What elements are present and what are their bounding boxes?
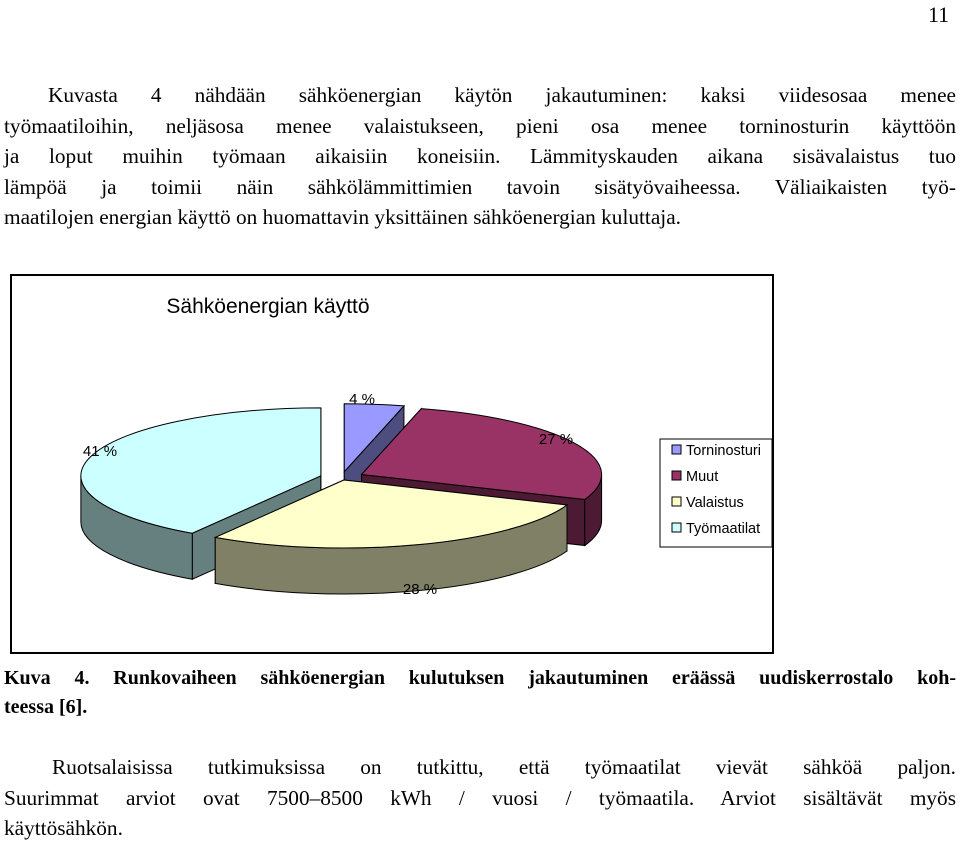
intro-paragraph [4, 80, 956, 233]
paragraph-line: Kuvasta 4 nähdään sähköenergian käytön jakautuminen: kaksi viidesosaa menee [48, 83, 956, 107]
caption-line: Kuva 4. Runkovaiheen sähköenergian kulutuksen jakautuminen eräässä uudiskerrostalo koh- [4, 667, 956, 689]
paragraph-line: Suurimmat arviot ovat 7500–8500 kWh / vuosi / työmaatila. Arviot sisältävät myös [4, 785, 956, 810]
paragraph-line: Ruotsalaisissa tutkimuksissa on tutkittu, että työmaatilat vievät sähköä paljon. [52, 755, 956, 779]
legend-entry: Muut [686, 469, 719, 485]
page-number: 11 [928, 2, 950, 27]
legend-entry: Työmaatilat [686, 521, 761, 537]
chart-title: Sähköenergian käyttö [166, 295, 370, 318]
paragraph-line: maatilojen energian käyttö on huomattavin yksittäinen sähköenergian kuluttaja. [4, 205, 681, 230]
paragraph-line: lämpöä ja toimii näin sähkölämmittimien tavoin sisätyövaiheessa. Väliaikaisten työ- [4, 174, 956, 199]
data-label: 27 % [538, 431, 574, 448]
caption-line: teessa [6]. [4, 696, 88, 718]
legend-swatch [672, 445, 681, 454]
legend-swatch [672, 471, 681, 480]
paragraph-line: työmaatiloihin, neljäsosa menee valaistukseen, pieni osa menee torninosturin käyttöön [4, 113, 956, 138]
chart-frame [10, 274, 774, 654]
legend-entry: Torninosturi [686, 443, 761, 459]
legend-swatch [672, 497, 681, 506]
chart-legend [660, 439, 772, 547]
data-label: 4 % [349, 391, 375, 408]
figure-caption [4, 664, 956, 722]
pie-chart [12, 276, 772, 652]
closing-paragraph [4, 752, 956, 844]
legend-entry: Valaistus [686, 495, 744, 511]
data-label: 28 % [402, 581, 438, 598]
data-label: 41 % [82, 443, 118, 460]
legend-swatch [672, 523, 681, 532]
paragraph-line: ja loput muihin työmaan aikaisiin koneisiin. Lämmityskauden aikana sisävalaistus tuo [4, 144, 956, 169]
paragraph-line: käyttösähkön. [4, 816, 123, 841]
